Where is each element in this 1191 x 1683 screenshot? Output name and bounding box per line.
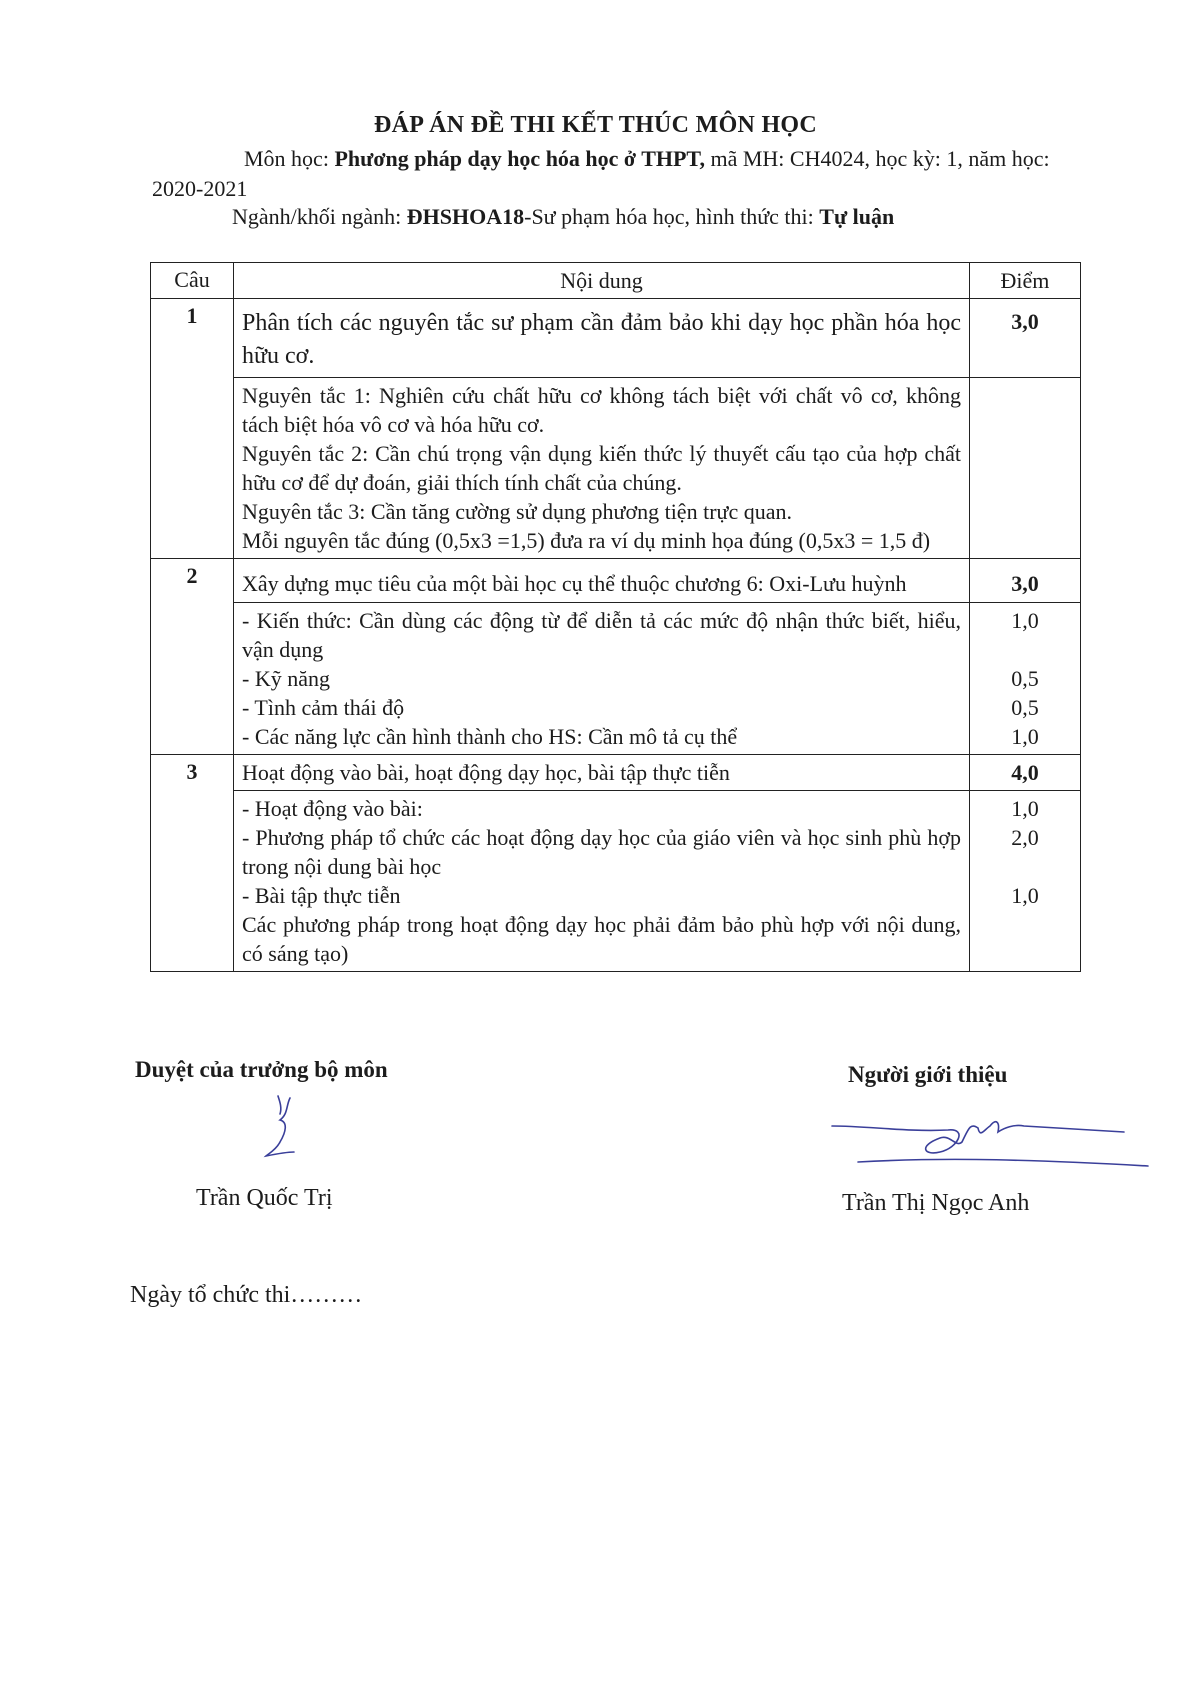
- introducer-title: Người giới thiệu: [848, 1062, 1008, 1087]
- answer-line: Mỗi nguyên tắc đúng (0,5x3 =1,5) đưa ra ví dụ minh họa đúng (0,5x3 = 1,5 đ): [242, 528, 931, 553]
- table-row: [151, 299, 1081, 378]
- question-task: Hoạt động vào bài, hoạt động dạy học, bài tập thực tiễn: [234, 755, 970, 791]
- major-label: Ngành/khối ngành:: [232, 204, 407, 229]
- answer-points: [970, 791, 1081, 972]
- major-details: -Sư phạm hóa học, hình thức thi:: [524, 204, 820, 229]
- subject-line: [152, 144, 1092, 204]
- exam-date: Ngày tổ chức thi………: [130, 1282, 363, 1308]
- point-value: 1,0: [1011, 883, 1039, 908]
- question-points: 3,0: [970, 559, 1081, 603]
- point-value: 1,0: [1011, 724, 1039, 749]
- answer-table: [150, 262, 1081, 972]
- answer-line: Các phương pháp trong hoạt động dạy học phải đảm bảo phù hợp với nội dung, có sáng tạo): [242, 912, 961, 966]
- course-name: Phương pháp dạy học hóa học ở THPT,: [334, 146, 705, 171]
- question-number: 1: [151, 299, 234, 559]
- answer-content: [234, 791, 970, 972]
- answer-line: Nguyên tắc 1: Nghiên cứu chất hữu cơ không tách biệt với chất vô cơ, không tách biệt hóa vô cơ và hóa hữu cơ.: [242, 383, 961, 437]
- header-content: Nội dung: [234, 263, 970, 299]
- major-code: ĐHSHOA18: [406, 204, 525, 229]
- answer-points: [970, 603, 1081, 755]
- table-row: [151, 559, 1081, 603]
- answer-line: Nguyên tắc 3: Cần tăng cường sử dụng phương tiện trực quan.: [242, 499, 792, 524]
- table-row: [151, 378, 1081, 559]
- answer-line: - Tình cảm thái độ: [242, 695, 405, 720]
- answer-line: Nguyên tắc 2: Cần chú trọng vận dụng kiến thức lý thuyết cấu tạo của hợp chất hữu cơ để dự đoán, giải thích tính chất của chúng.: [242, 441, 961, 495]
- approver-name: Trần Quốc Trị: [196, 1185, 333, 1211]
- answer-line: - Các năng lực cần hình thành cho HS: Cần mô tả cụ thể: [242, 724, 738, 749]
- subject-label: Môn học:: [244, 146, 335, 171]
- subject-details: mã MH: CH4024, học kỳ: 1, năm học: 2020-2021: [152, 146, 1050, 201]
- exam-form: Tự luận: [819, 204, 895, 229]
- answer-content: [234, 378, 970, 559]
- introducer-name: Trần Thị Ngọc Anh: [842, 1190, 1030, 1216]
- question-task: Xây dựng mục tiêu của một bài học cụ thể thuộc chương 6: Oxi-Lưu huỳnh: [234, 559, 970, 603]
- table-row: [151, 755, 1081, 791]
- table-row: [151, 791, 1081, 972]
- point-value: 1,0: [1011, 608, 1039, 633]
- answer-content: [234, 603, 970, 755]
- answer-line: - Hoạt động vào bài:: [242, 796, 423, 821]
- answer-line: - Bài tập thực tiễn: [242, 883, 401, 908]
- point-value: 1,0: [1011, 796, 1039, 821]
- header-points: Điểm: [970, 263, 1081, 299]
- answer-line: - Kỹ năng: [242, 666, 330, 691]
- answer-line: - Kiến thức: Cần dùng các động từ để diễn tả các mức độ nhận thức biết, hiểu, vận dụng: [242, 608, 961, 662]
- table-row: [151, 603, 1081, 755]
- question-points: 4,0: [970, 755, 1081, 791]
- answer-line: - Phương pháp tổ chức các hoạt động dạy học của giáo viên và học sinh phù hợp trong nội dung bài học: [242, 825, 961, 879]
- approver-title: Duyệt của trưởng bộ môn: [135, 1057, 388, 1082]
- approver-signature: [250, 1092, 330, 1172]
- introducer-signature: [828, 1108, 1158, 1178]
- question-points: 3,0: [970, 299, 1081, 378]
- table-header-row: [151, 263, 1081, 299]
- point-value: 0,5: [1011, 695, 1039, 720]
- question-number: 2: [151, 559, 234, 755]
- point-value: 0,5: [1011, 666, 1039, 691]
- major-line: [232, 204, 894, 230]
- question-task: Phân tích các nguyên tắc sư phạm cần đảm bảo khi dạy học phần hóa học hữu cơ.: [234, 299, 970, 378]
- document-title: ĐÁP ÁN ĐỀ THI KẾT THÚC MÔN HỌC: [373, 112, 818, 138]
- question-number: 3: [151, 755, 234, 972]
- answer-points: [970, 378, 1081, 559]
- point-value: 2,0: [1011, 825, 1039, 850]
- header-question: Câu: [151, 263, 234, 299]
